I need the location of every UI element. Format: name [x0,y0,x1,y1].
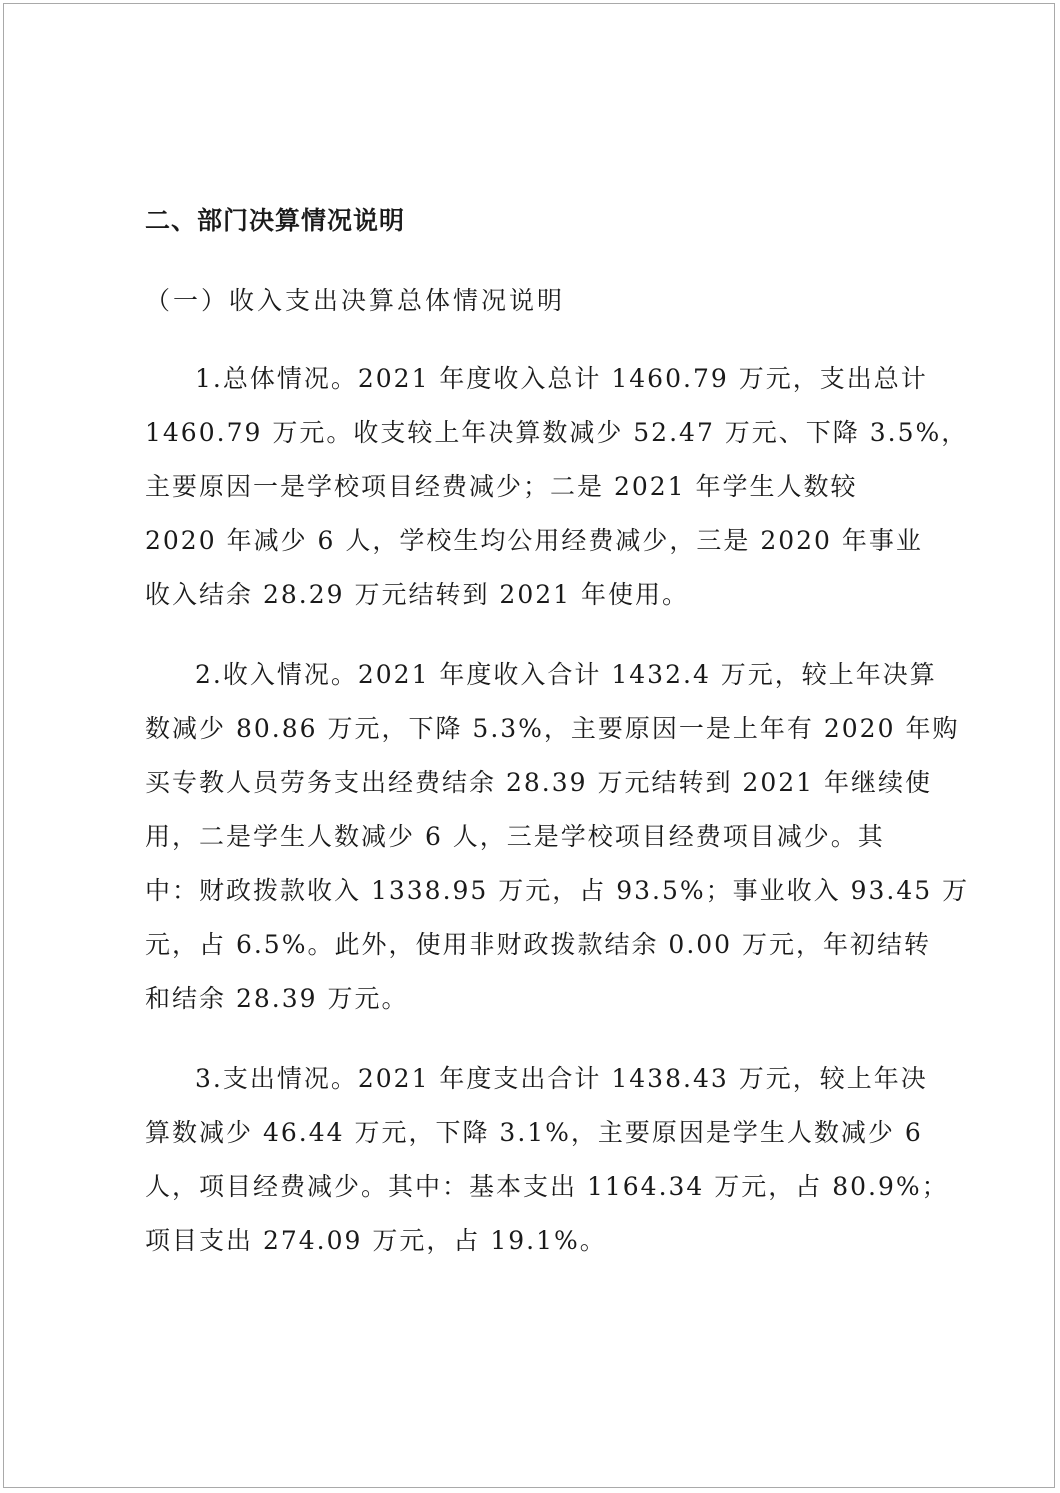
paragraph-line: 和结余 28.39 万元。 [145,984,409,1013]
paragraph-line: 主要原因一是学校项目经费减少；二是 2021 年学生人数较 [145,472,858,501]
paragraph-expenditure [145,1052,949,1268]
paragraph-line: 人，项目经费减少。其中：基本支出 1164.34 万元，占 80.9%； [145,1172,949,1201]
section-title: 二、部门决算情况说明 [145,206,406,235]
document-content [145,194,970,1268]
paragraph-line: 中：财政拨款收入 1338.95 万元，占 93.5%；事业收入 93.45 万 [145,876,970,905]
paragraph-line: 数减少 80.86 万元，下降 5.3%，主要原因一是上年有 2020 年购 [145,714,960,743]
paragraph-line: 算数减少 46.44 万元，下降 3.1%，主要原因是学生人数减少 6 [145,1118,923,1147]
subsection-title: （一）收入支出决算总体情况说明 [145,286,566,315]
paragraph-line: 项目支出 274.09 万元，占 19.1%。 [145,1226,607,1255]
paragraph-income [145,648,970,1026]
paragraph-overall [145,352,969,622]
paragraph-line: 1.总体情况。2021 年度收入总计 1460.79 万元，支出总计 [195,364,928,393]
paragraph-line: 3.支出情况。2021 年度支出合计 1438.43 万元，较上年决 [195,1064,928,1093]
paragraph-line: 用，二是学生人数减少 6 人，三是学校项目经费项目减少。其 [145,822,885,851]
paragraph-line: 买专教人员劳务支出经费结余 28.39 万元结转到 2021 年继续使 [145,768,932,797]
paragraph-line: 1460.79 万元。收支较上年决算数减少 52.47 万元、下降 3.5%， [145,418,969,447]
paragraph-line: 2020 年减少 6 人，学校生均公用经费减少，三是 2020 年事业 [145,526,923,555]
paragraph-line: 2.收入情况。2021 年度收入合计 1432.4 万元，较上年决算 [195,660,937,689]
paragraph-line: 收入结余 28.29 万元结转到 2021 年使用。 [145,580,689,609]
paragraph-line: 元，占 6.5%。此外，使用非财政拨款结余 0.00 万元，年初结转 [145,930,932,959]
document-page [3,3,1055,1488]
